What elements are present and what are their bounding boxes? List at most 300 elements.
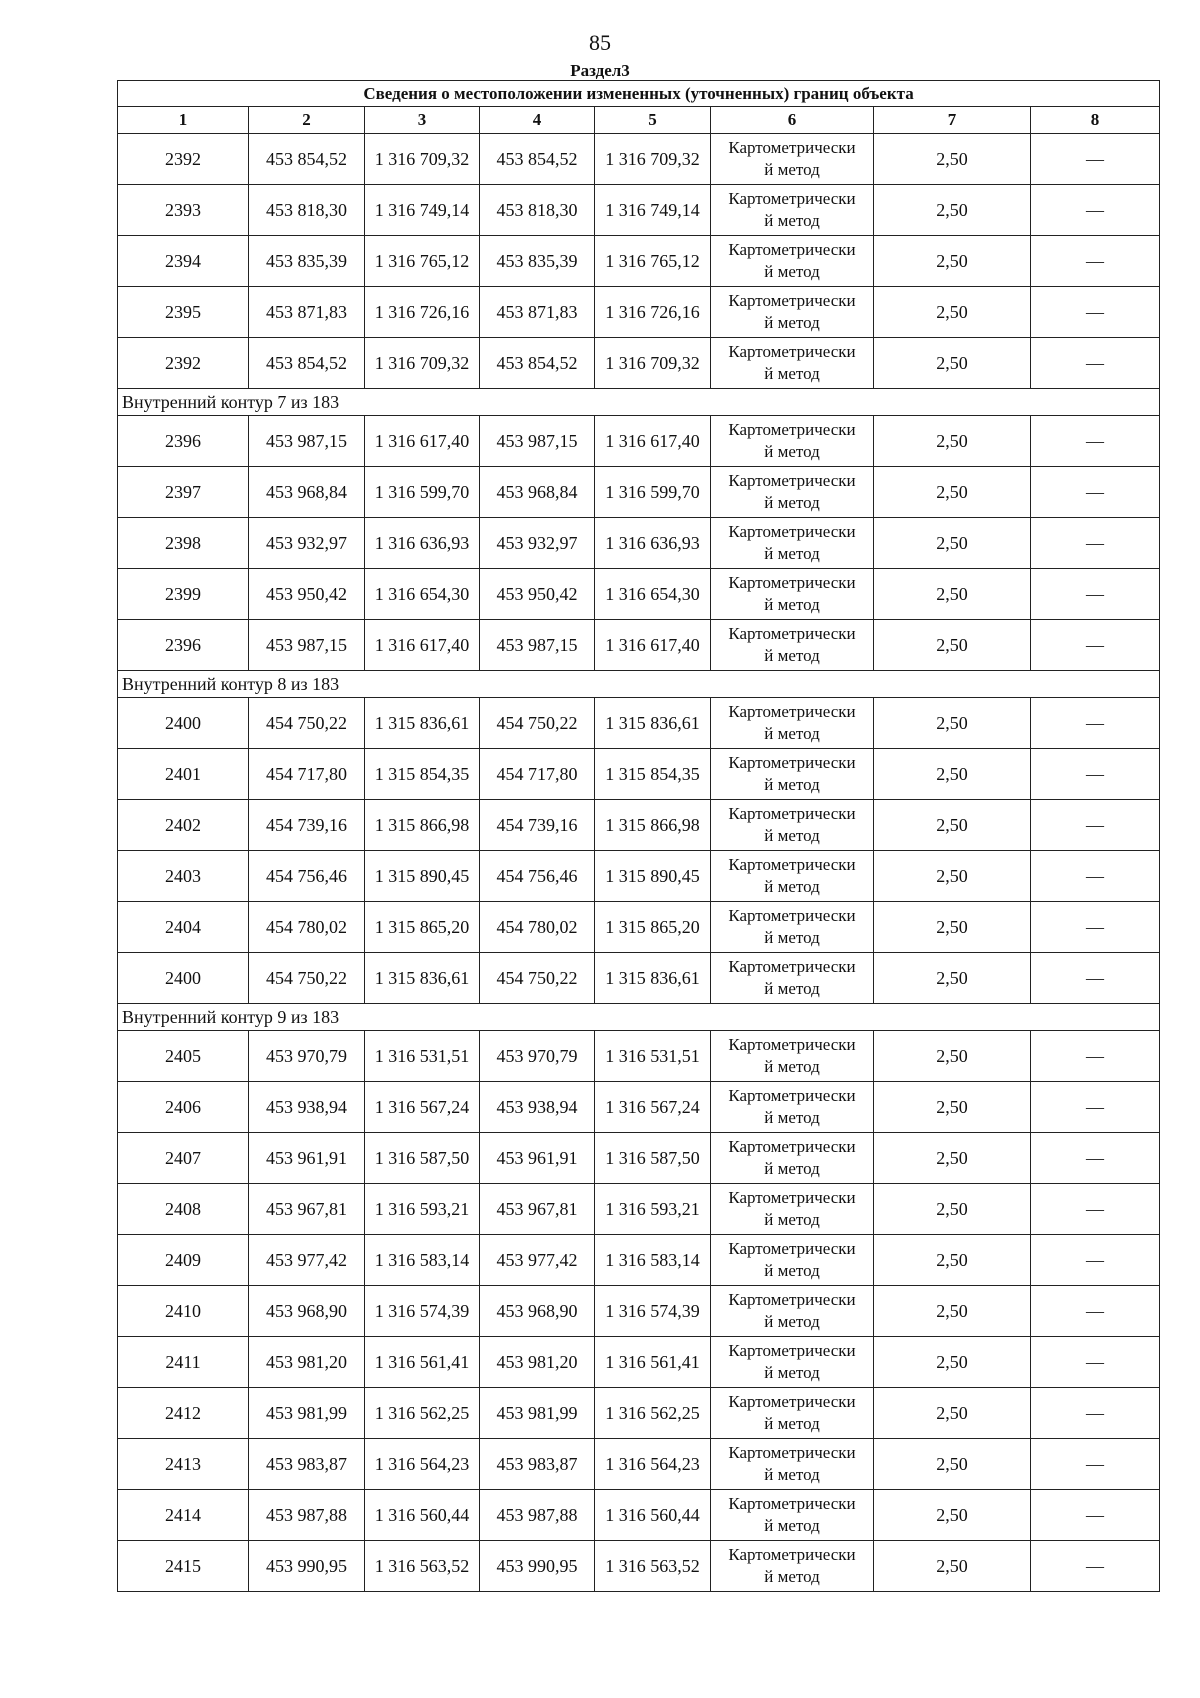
refined-y: 1 316 587,50 (595, 1133, 711, 1184)
table-row (118, 416, 1160, 467)
method-cell (711, 416, 874, 467)
method-text-line2: й метод (764, 211, 820, 230)
method-text-line2: й метод (764, 724, 820, 743)
accuracy: 2,50 (874, 1541, 1031, 1592)
note-dash: — (1031, 953, 1160, 1004)
point-number: 2412 (118, 1388, 249, 1439)
section-title: Раздел3 (570, 61, 630, 80)
note-dash: — (1031, 236, 1160, 287)
note-dash: — (1031, 1184, 1160, 1235)
accuracy: 2,50 (874, 416, 1031, 467)
point-number: 2405 (118, 1031, 249, 1082)
method-text-line1: Картометрически (728, 471, 856, 490)
refined-x: 453 987,88 (480, 1490, 595, 1541)
method-text-line1: Картометрически (728, 1494, 856, 1513)
method-text-line2: й метод (764, 1057, 820, 1076)
refined-y: 1 316 531,51 (595, 1031, 711, 1082)
accuracy: 2,50 (874, 569, 1031, 620)
existing-x: 453 854,52 (249, 338, 365, 389)
accuracy: 2,50 (874, 1031, 1031, 1082)
method-text-line2: й метод (764, 544, 820, 563)
existing-y: 1 316 574,39 (365, 1286, 480, 1337)
existing-y: 1 316 587,50 (365, 1133, 480, 1184)
refined-x: 453 987,15 (480, 416, 595, 467)
refined-y: 1 316 593,21 (595, 1184, 711, 1235)
existing-y: 1 316 560,44 (365, 1490, 480, 1541)
coordinates-table (117, 80, 1160, 1592)
existing-y: 1 315 836,61 (365, 698, 480, 749)
refined-x: 454 717,80 (480, 749, 595, 800)
point-number: 2397 (118, 467, 249, 518)
existing-y: 1 316 617,40 (365, 620, 480, 671)
column-number-row (118, 107, 1160, 134)
note-dash: — (1031, 569, 1160, 620)
column-number: 6 (711, 107, 874, 134)
refined-y: 1 316 561,41 (595, 1337, 711, 1388)
accuracy: 2,50 (874, 953, 1031, 1004)
note-dash: — (1031, 1082, 1160, 1133)
existing-y: 1 316 765,12 (365, 236, 480, 287)
table-row (118, 287, 1160, 338)
point-number: 2410 (118, 1286, 249, 1337)
note-dash: — (1031, 338, 1160, 389)
method-text-line1: Картометрически (728, 1443, 856, 1462)
refined-x: 453 818,30 (480, 185, 595, 236)
method-text-line1: Картометрически (728, 855, 856, 874)
note-dash: — (1031, 287, 1160, 338)
point-number: 2393 (118, 185, 249, 236)
method-text-line1: Картометрически (728, 702, 856, 721)
table-row (118, 1337, 1160, 1388)
accuracy: 2,50 (874, 800, 1031, 851)
method-text-line2: й метод (764, 1312, 820, 1331)
method-text-line1: Картометрически (728, 1341, 856, 1360)
table-row (118, 1388, 1160, 1439)
point-number: 2396 (118, 620, 249, 671)
method-text-line2: й метод (764, 1363, 820, 1382)
method-text-line1: Картометрически (728, 624, 856, 643)
accuracy: 2,50 (874, 1286, 1031, 1337)
point-number: 2396 (118, 416, 249, 467)
table-row (118, 185, 1160, 236)
accuracy: 2,50 (874, 1235, 1031, 1286)
refined-x: 453 854,52 (480, 134, 595, 185)
point-number: 2401 (118, 749, 249, 800)
method-cell (711, 953, 874, 1004)
point-number: 2411 (118, 1337, 249, 1388)
existing-y: 1 316 531,51 (365, 1031, 480, 1082)
note-dash: — (1031, 1388, 1160, 1439)
point-number: 2415 (118, 1541, 249, 1592)
table-row (118, 698, 1160, 749)
method-text-line1: Картометрически (728, 522, 856, 541)
column-number: 4 (480, 107, 595, 134)
method-text-line1: Картометрически (728, 753, 856, 772)
method-cell (711, 1235, 874, 1286)
table-row (118, 338, 1160, 389)
refined-x: 454 780,02 (480, 902, 595, 953)
column-number: 5 (595, 107, 711, 134)
accuracy: 2,50 (874, 467, 1031, 518)
point-number: 2392 (118, 338, 249, 389)
column-number: 8 (1031, 107, 1160, 134)
table-row (118, 236, 1160, 287)
table-row (118, 518, 1160, 569)
existing-x: 453 871,83 (249, 287, 365, 338)
existing-x: 453 968,90 (249, 1286, 365, 1337)
method-cell (711, 800, 874, 851)
method-cell (711, 134, 874, 185)
note-dash: — (1031, 902, 1160, 953)
refined-x: 453 871,83 (480, 287, 595, 338)
refined-y: 1 315 854,35 (595, 749, 711, 800)
accuracy: 2,50 (874, 851, 1031, 902)
table-caption-row (118, 81, 1160, 107)
existing-y: 1 316 593,21 (365, 1184, 480, 1235)
refined-y: 1 316 599,70 (595, 467, 711, 518)
method-text-line1: Картометрически (728, 957, 856, 976)
table-row (118, 620, 1160, 671)
refined-x: 453 835,39 (480, 236, 595, 287)
note-dash: — (1031, 1490, 1160, 1541)
refined-y: 1 316 617,40 (595, 416, 711, 467)
existing-y: 1 316 749,14 (365, 185, 480, 236)
method-text-line2: й метод (764, 595, 820, 614)
refined-y: 1 316 563,52 (595, 1541, 711, 1592)
point-number: 2400 (118, 698, 249, 749)
accuracy: 2,50 (874, 518, 1031, 569)
table-row (118, 749, 1160, 800)
existing-y: 1 316 654,30 (365, 569, 480, 620)
refined-x: 453 983,87 (480, 1439, 595, 1490)
method-cell (711, 467, 874, 518)
existing-x: 453 961,91 (249, 1133, 365, 1184)
method-text-line2: й метод (764, 1465, 820, 1484)
note-dash: — (1031, 851, 1160, 902)
table-row (118, 1031, 1160, 1082)
refined-x: 453 987,15 (480, 620, 595, 671)
method-text-line2: й метод (764, 877, 820, 896)
note-dash: — (1031, 134, 1160, 185)
refined-x: 453 968,90 (480, 1286, 595, 1337)
point-number: 2407 (118, 1133, 249, 1184)
refined-x: 454 739,16 (480, 800, 595, 851)
refined-x: 453 967,81 (480, 1184, 595, 1235)
point-number: 2399 (118, 569, 249, 620)
method-text-line1: Картометрически (728, 804, 856, 823)
refined-x: 453 950,42 (480, 569, 595, 620)
note-dash: — (1031, 620, 1160, 671)
refined-y: 1 315 890,45 (595, 851, 711, 902)
contour-label: Внутренний контур 8 из 183 (118, 671, 1160, 698)
accuracy: 2,50 (874, 1133, 1031, 1184)
method-cell (711, 1490, 874, 1541)
method-text-line2: й метод (764, 313, 820, 332)
method-cell (711, 518, 874, 569)
existing-x: 454 756,46 (249, 851, 365, 902)
refined-x: 453 981,20 (480, 1337, 595, 1388)
point-number: 2394 (118, 236, 249, 287)
point-number: 2403 (118, 851, 249, 902)
refined-y: 1 316 564,23 (595, 1439, 711, 1490)
existing-x: 453 968,84 (249, 467, 365, 518)
existing-y: 1 316 562,25 (365, 1388, 480, 1439)
table-row (118, 1439, 1160, 1490)
accuracy: 2,50 (874, 1388, 1031, 1439)
method-text-line2: й метод (764, 493, 820, 512)
existing-y: 1 316 599,70 (365, 467, 480, 518)
method-cell (711, 1439, 874, 1490)
method-cell (711, 851, 874, 902)
refined-y: 1 315 836,61 (595, 953, 711, 1004)
existing-x: 453 938,94 (249, 1082, 365, 1133)
method-cell (711, 1031, 874, 1082)
note-dash: — (1031, 1541, 1160, 1592)
existing-y: 1 316 563,52 (365, 1541, 480, 1592)
existing-y: 1 316 567,24 (365, 1082, 480, 1133)
method-cell (711, 287, 874, 338)
existing-y: 1 316 583,14 (365, 1235, 480, 1286)
accuracy: 2,50 (874, 1082, 1031, 1133)
refined-x: 453 981,99 (480, 1388, 595, 1439)
column-number: 2 (249, 107, 365, 134)
method-text-line1: Картометрически (728, 240, 856, 259)
method-text-line1: Картометрически (728, 1545, 856, 1564)
method-cell (711, 698, 874, 749)
existing-y: 1 316 726,16 (365, 287, 480, 338)
method-text-line2: й метод (764, 1210, 820, 1229)
note-dash: — (1031, 518, 1160, 569)
existing-y: 1 315 865,20 (365, 902, 480, 953)
refined-y: 1 316 709,32 (595, 134, 711, 185)
table-row (118, 134, 1160, 185)
table-row (118, 1490, 1160, 1541)
existing-x: 454 739,16 (249, 800, 365, 851)
existing-y: 1 316 561,41 (365, 1337, 480, 1388)
accuracy: 2,50 (874, 1184, 1031, 1235)
method-text-line2: й метод (764, 826, 820, 845)
refined-y: 1 316 726,16 (595, 287, 711, 338)
refined-x: 453 854,52 (480, 338, 595, 389)
note-dash: — (1031, 185, 1160, 236)
refined-y: 1 316 567,24 (595, 1082, 711, 1133)
table-row (118, 1133, 1160, 1184)
point-number: 2398 (118, 518, 249, 569)
point-number: 2402 (118, 800, 249, 851)
accuracy: 2,50 (874, 134, 1031, 185)
method-text-line2: й метод (764, 442, 820, 461)
method-cell (711, 749, 874, 800)
accuracy: 2,50 (874, 1337, 1031, 1388)
refined-y: 1 316 560,44 (595, 1490, 711, 1541)
accuracy: 2,50 (874, 185, 1031, 236)
method-text-line2: й метод (764, 1261, 820, 1280)
refined-y: 1 315 866,98 (595, 800, 711, 851)
column-number: 3 (365, 107, 480, 134)
accuracy: 2,50 (874, 749, 1031, 800)
note-dash: — (1031, 800, 1160, 851)
existing-x: 453 977,42 (249, 1235, 365, 1286)
method-cell (711, 569, 874, 620)
existing-x: 453 967,81 (249, 1184, 365, 1235)
method-cell (711, 1184, 874, 1235)
method-text-line1: Картометрически (728, 138, 856, 157)
method-text-line1: Картометрически (728, 1086, 856, 1105)
existing-x: 454 780,02 (249, 902, 365, 953)
accuracy: 2,50 (874, 1439, 1031, 1490)
refined-x: 453 990,95 (480, 1541, 595, 1592)
method-text-line1: Картометрически (728, 1239, 856, 1258)
method-cell (711, 1388, 874, 1439)
existing-x: 453 835,39 (249, 236, 365, 287)
note-dash: — (1031, 1337, 1160, 1388)
existing-x: 453 970,79 (249, 1031, 365, 1082)
method-text-line2: й метод (764, 775, 820, 794)
refined-y: 1 316 654,30 (595, 569, 711, 620)
refined-x: 453 968,84 (480, 467, 595, 518)
table-row (118, 1082, 1160, 1133)
existing-x: 453 987,15 (249, 416, 365, 467)
refined-y: 1 316 583,14 (595, 1235, 711, 1286)
method-text-line1: Картометрически (728, 1392, 856, 1411)
method-text-line1: Картометрически (728, 1035, 856, 1054)
table-row (118, 1541, 1160, 1592)
accuracy: 2,50 (874, 620, 1031, 671)
table-row (118, 569, 1160, 620)
method-text-line2: й метод (764, 646, 820, 665)
refined-x: 454 750,22 (480, 953, 595, 1004)
existing-y: 1 315 854,35 (365, 749, 480, 800)
note-dash: — (1031, 1439, 1160, 1490)
refined-x: 453 961,91 (480, 1133, 595, 1184)
method-text-line2: й метод (764, 364, 820, 383)
method-text-line1: Картометрически (728, 906, 856, 925)
existing-y: 1 315 866,98 (365, 800, 480, 851)
accuracy: 2,50 (874, 698, 1031, 749)
method-cell (711, 1082, 874, 1133)
method-cell (711, 1133, 874, 1184)
contour-header-row (118, 671, 1160, 698)
existing-x: 454 750,22 (249, 698, 365, 749)
refined-y: 1 316 617,40 (595, 620, 711, 671)
method-cell (711, 185, 874, 236)
existing-y: 1 315 890,45 (365, 851, 480, 902)
refined-x: 453 977,42 (480, 1235, 595, 1286)
table-row (118, 1184, 1160, 1235)
note-dash: — (1031, 1031, 1160, 1082)
refined-x: 454 756,46 (480, 851, 595, 902)
method-text-line1: Картометрически (728, 189, 856, 208)
refined-x: 454 750,22 (480, 698, 595, 749)
refined-y: 1 316 709,32 (595, 338, 711, 389)
note-dash: — (1031, 1133, 1160, 1184)
note-dash: — (1031, 416, 1160, 467)
page-number: 85 (589, 30, 611, 55)
point-number: 2414 (118, 1490, 249, 1541)
method-cell (711, 236, 874, 287)
accuracy: 2,50 (874, 287, 1031, 338)
point-number: 2413 (118, 1439, 249, 1490)
note-dash: — (1031, 749, 1160, 800)
contour-header-row (118, 1004, 1160, 1031)
method-cell (711, 1337, 874, 1388)
method-cell (711, 620, 874, 671)
existing-x: 453 818,30 (249, 185, 365, 236)
existing-x: 453 990,95 (249, 1541, 365, 1592)
method-text-line1: Картометрически (728, 1188, 856, 1207)
method-cell (711, 1286, 874, 1337)
note-dash: — (1031, 1235, 1160, 1286)
table-row (118, 1235, 1160, 1286)
refined-x: 453 932,97 (480, 518, 595, 569)
method-text-line2: й метод (764, 1567, 820, 1586)
method-cell (711, 1541, 874, 1592)
column-number: 1 (118, 107, 249, 134)
note-dash: — (1031, 698, 1160, 749)
existing-x: 453 987,88 (249, 1490, 365, 1541)
existing-y: 1 316 709,32 (365, 134, 480, 185)
existing-y: 1 315 836,61 (365, 953, 480, 1004)
refined-y: 1 315 836,61 (595, 698, 711, 749)
existing-y: 1 316 636,93 (365, 518, 480, 569)
table-row (118, 1286, 1160, 1337)
existing-x: 453 981,99 (249, 1388, 365, 1439)
method-text-line2: й метод (764, 160, 820, 179)
existing-y: 1 316 564,23 (365, 1439, 480, 1490)
refined-y: 1 316 562,25 (595, 1388, 711, 1439)
note-dash: — (1031, 467, 1160, 518)
existing-y: 1 316 709,32 (365, 338, 480, 389)
method-cell (711, 338, 874, 389)
contour-label: Внутренний контур 7 из 183 (118, 389, 1160, 416)
accuracy: 2,50 (874, 902, 1031, 953)
accuracy: 2,50 (874, 236, 1031, 287)
table-row (118, 902, 1160, 953)
table-row (118, 953, 1160, 1004)
table-row (118, 467, 1160, 518)
table-body (118, 134, 1160, 1592)
method-text-line1: Картометрически (728, 420, 856, 439)
table-row (118, 851, 1160, 902)
existing-x: 453 983,87 (249, 1439, 365, 1490)
point-number: 2408 (118, 1184, 249, 1235)
method-text-line2: й метод (764, 1414, 820, 1433)
point-number: 2409 (118, 1235, 249, 1286)
existing-y: 1 316 617,40 (365, 416, 480, 467)
method-text-line2: й метод (764, 928, 820, 947)
method-text-line1: Картометрически (728, 1290, 856, 1309)
method-text-line2: й метод (764, 1108, 820, 1127)
method-text-line2: й метод (764, 262, 820, 281)
table-row (118, 800, 1160, 851)
method-cell (711, 902, 874, 953)
point-number: 2395 (118, 287, 249, 338)
existing-x: 453 932,97 (249, 518, 365, 569)
refined-x: 453 938,94 (480, 1082, 595, 1133)
refined-x: 453 970,79 (480, 1031, 595, 1082)
existing-x: 453 981,20 (249, 1337, 365, 1388)
existing-x: 454 717,80 (249, 749, 365, 800)
method-text-line2: й метод (764, 979, 820, 998)
method-text-line2: й метод (764, 1159, 820, 1178)
method-text-line1: Картометрически (728, 342, 856, 361)
refined-y: 1 316 765,12 (595, 236, 711, 287)
point-number: 2400 (118, 953, 249, 1004)
note-dash: — (1031, 1286, 1160, 1337)
method-text-line2: й метод (764, 1516, 820, 1535)
existing-x: 453 854,52 (249, 134, 365, 185)
point-number: 2392 (118, 134, 249, 185)
